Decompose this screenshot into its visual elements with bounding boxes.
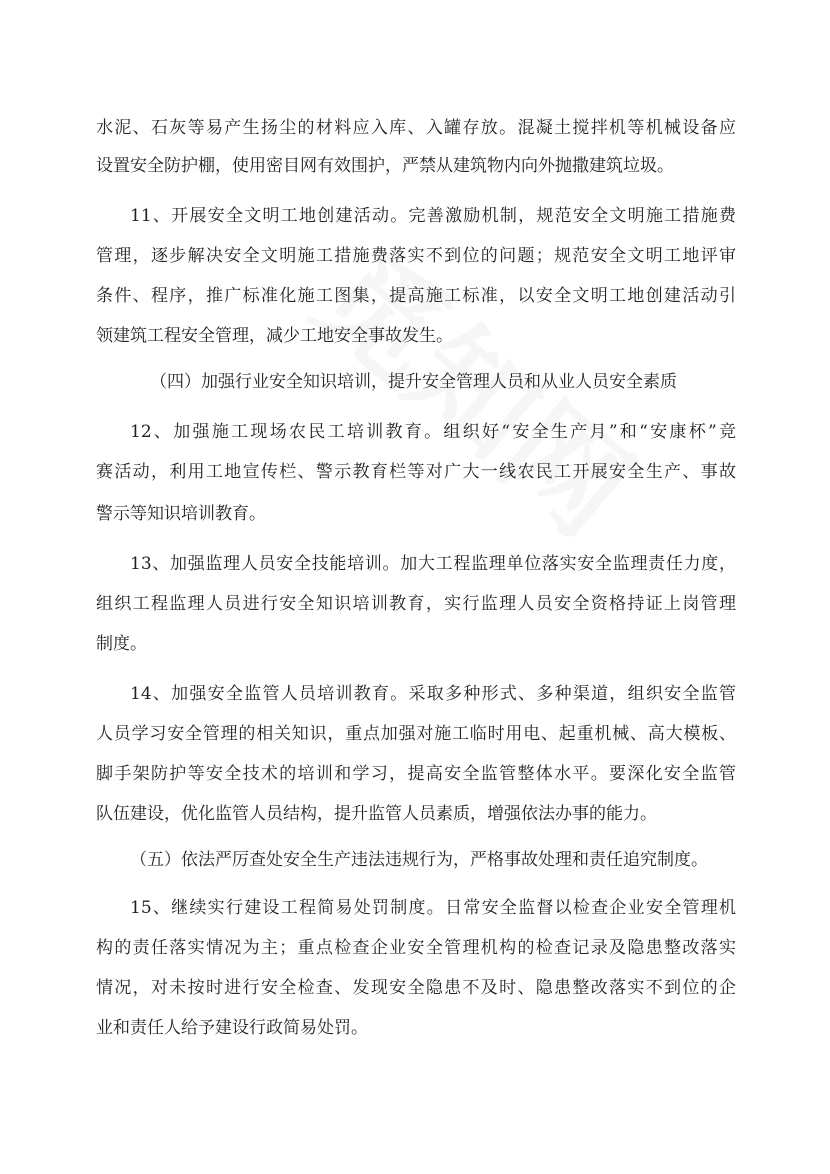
paragraph-line: 脚手架防护等安全技术的培训和学习，提高安全监管整体水平。要深化安全监管 [96, 764, 736, 784]
paragraph-line: 队伍建设，优化监管人员结构，提升监管人员素质，增强依法办事的能力。 [96, 804, 657, 824]
paragraph-line: 条件、程序，推广标准化施工图集，提高施工标准，以安全文明工地创建活动引 [96, 286, 736, 306]
paragraph-line: 领建筑工程安全管理，减少工地安全事故发生。 [96, 326, 453, 346]
paragraph-line: 人员学习安全管理的相关知识，重点加强对施工临时用电、起重机械、高大模板、 [96, 724, 736, 744]
paragraph-line: 业和责任人给予建设行政简易处罚。 [96, 1018, 368, 1038]
paragraph-line: 12、加强施工现场农民工培训教育。组织好“安全生产月”和“安康杯”竞 [130, 422, 736, 442]
paragraph-line: 制度。 [96, 634, 147, 654]
paragraph-line: 组织工程监理人员进行安全知识培训教育，实行监理人员安全资格持证上岗管理 [96, 594, 736, 614]
paragraph-line: 13、加强监理人员安全技能培训。加大工程监理单位落实安全监理责任力度， [130, 554, 736, 574]
paragraph-line: 11、开展安全文明工地创建活动。完善激励机制，规范安全文明施工措施费 [130, 206, 736, 226]
section-heading: （四）加强行业安全知识培训，提升安全管理人员和从业人员安全素质 [150, 372, 677, 392]
paragraph-line: 设置安全防护棚，使用密目网有效围护，严禁从建筑物内向外抛撒建筑垃圾。 [96, 156, 674, 176]
paragraph-line: 情况，对未按时进行安全检查、发现安全隐患不及时、隐患整改落实不到位的企 [96, 978, 736, 998]
paragraph-line: 水泥、石灰等易产生扬尘的材料应入库、入罐存放。混凝土搅拌机等机械设备应 [96, 118, 736, 138]
paragraph-line: 15、继续实行建设工程简易处罚制度。日常安全监督以检查企业安全管理机 [130, 898, 736, 918]
paragraph-line: 赛活动，利用工地宣传栏、警示教育栏等对广大一线农民工开展安全生产、事故 [96, 462, 736, 482]
paragraph-line: 管理，逐步解决安全文明施工措施费落实不到位的问题；规范安全文明工地评审 [96, 246, 736, 266]
paragraph-line: 14、加强安全监管人员培训教育。采取多种形式、多种渠道，组织安全监管 [130, 684, 736, 704]
paragraph-line: 警示等知识培训教育。 [96, 504, 266, 524]
section-heading: （五）依法严厉查处安全生产违法违规行为，严格事故处理和责任追究制度。 [130, 850, 708, 870]
paragraph-line: 构的责任落实情况为主；重点检查企业安全管理机构的检查记录及隐患整改落实 [96, 938, 736, 958]
